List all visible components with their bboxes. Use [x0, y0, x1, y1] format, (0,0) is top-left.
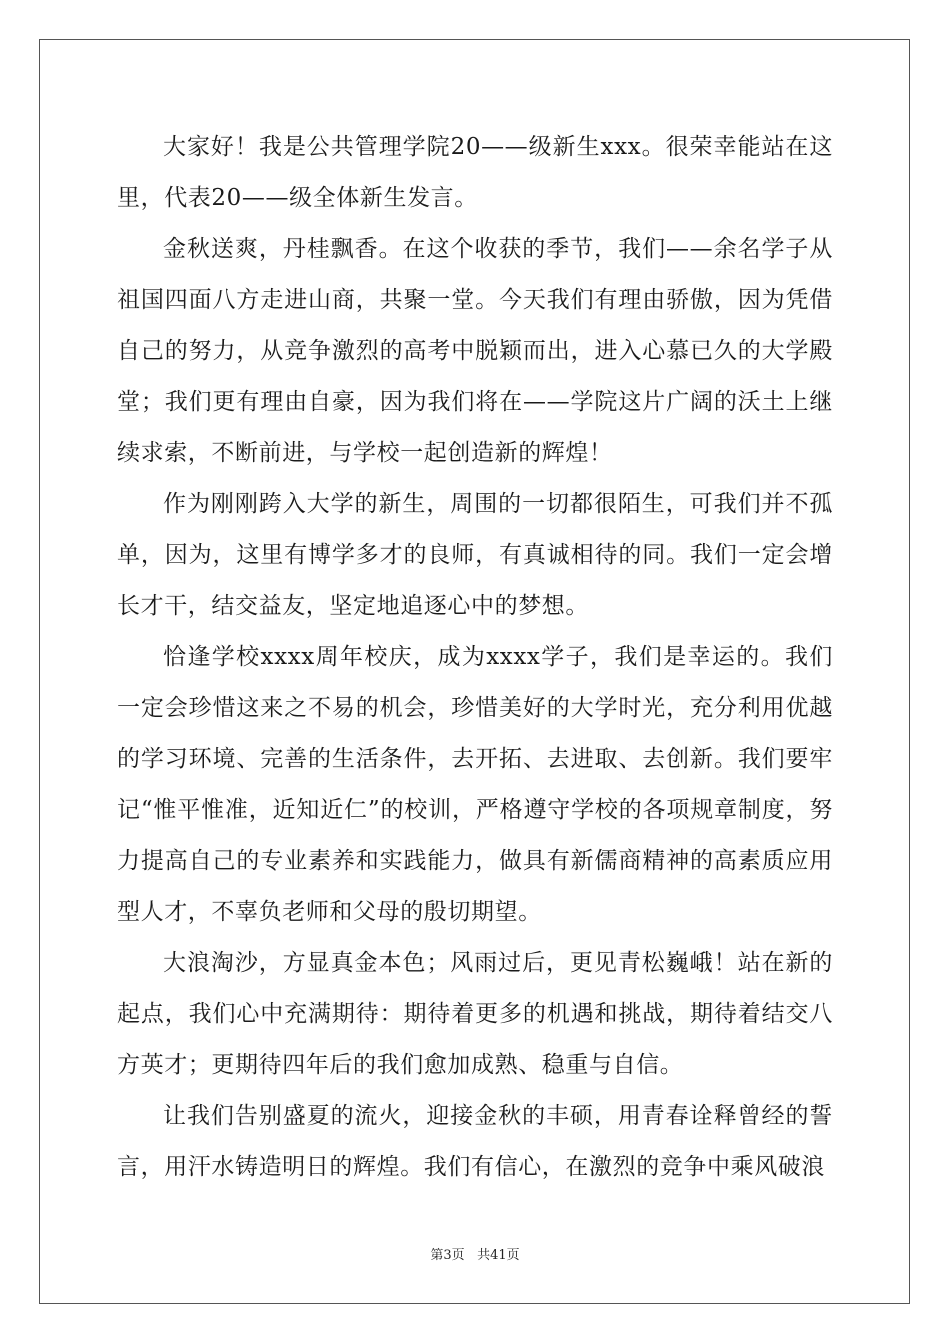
paragraph-5: 大浪淘沙，方显真金本色；风雨过后，更见青松巍峨！站在新的起点，我们心中充满期待：期待着更多的机遇和挑战，期待着结交八方英才；更期待四年后的我们愈加成熟、稳重与自信。: [117, 950, 833, 1078]
paragraph-3: 作为刚刚跨入大学的新生，周围的一切都很陌生，可我们并不孤单，因为，这里有博学多才的良师，有真诚相待的同。我们一定会增长才干，结交益友，坚定地追逐心中的梦想。: [117, 491, 833, 619]
paragraph-2: 金秋送爽，丹桂飘香。在这个收获的季节，我们——余名学子从祖国四面八方走进山商，共聚一堂。今天我们有理由骄傲，因为凭借自己的努力，从竞争激烈的高考中脱颖而出，进入心慕已久的大学殿堂；我们更有理由自豪，因为我们将在——学院这片广阔的沃土上继续求索，不断前进，与学校一起创造新的辉煌！: [117, 236, 833, 466]
paragraph-1: 大家好！我是公共管理学院20——级新生xxx。很荣幸能站在这里，代表20——级全体新生发言。: [117, 134, 833, 211]
page-footer: [0, 1244, 950, 1263]
page-number: 第3页: [430, 1248, 465, 1263]
page-total: 共41页: [477, 1248, 520, 1263]
paragraph-4: 恰逢学校xxxx周年校庆，成为xxxx学子，我们是幸运的。我们一定会珍惜这来之不易的机会，珍惜美好的大学时光，充分利用优越的学习环境、完善的生活条件，去开拓、去进取、去创新。我们要牢记“惟平惟准，近知近仁”的校训，严格遵守学校的各项规章制度，努力提高自己的专业素养和实践能力，做具有新儒商精神的高素质应用型人才，不辜负老师和父母的殷切期望。: [117, 644, 833, 925]
document-body: [117, 122, 833, 1193]
paragraph-6: 让我们告别盛夏的流火，迎接金秋的丰硕，用青春诠释曾经的誓言，用汗水铸造明日的辉煌。我们有信心，在激烈的竞争中乘风破浪: [117, 1103, 833, 1180]
